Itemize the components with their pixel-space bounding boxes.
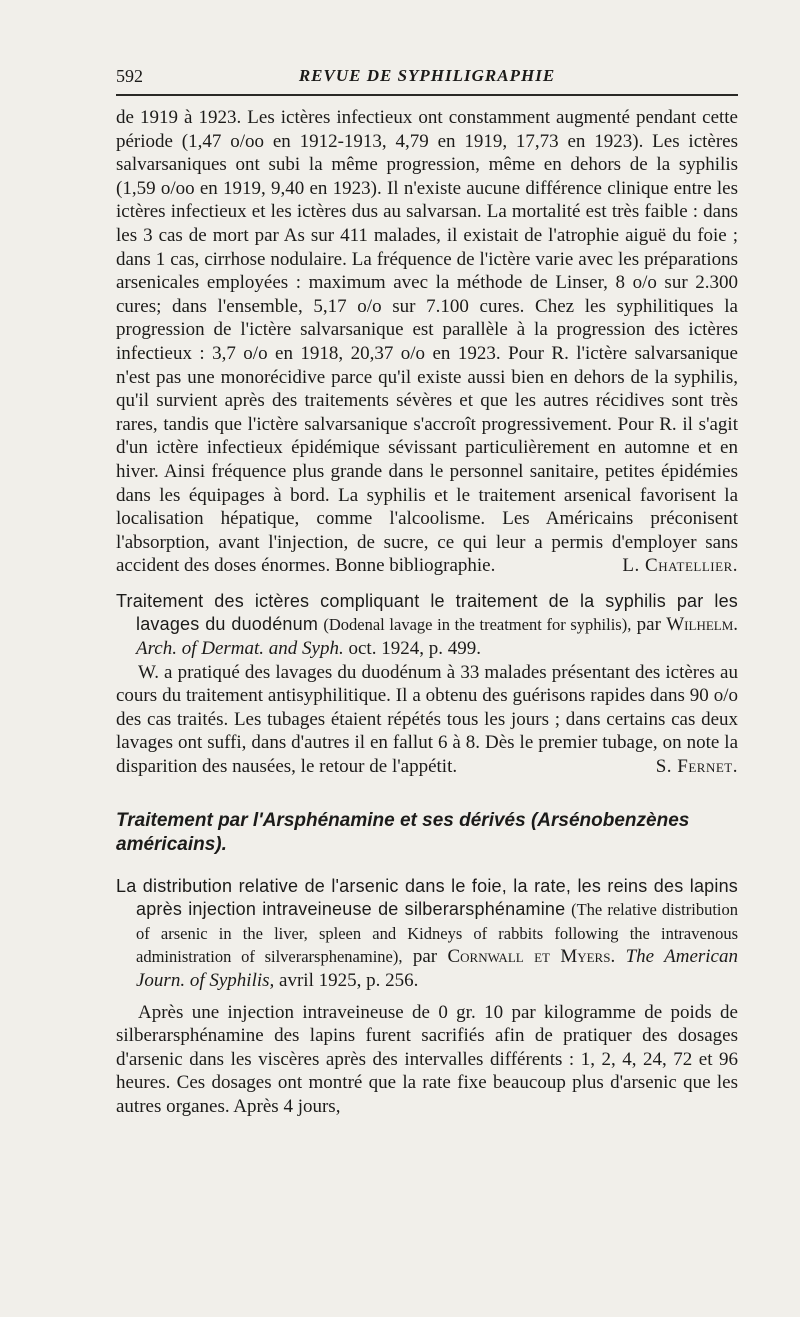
entry-by: par (412, 946, 438, 968)
page-number: 592 (116, 66, 143, 86)
header-rule (116, 94, 738, 96)
entry-journal: The American Journ. of Syphilis, (136, 946, 738, 991)
reviewer-signature: L. Chatellier. (622, 555, 738, 577)
entry-title: La distribution relative de l'arsenic dans le foie, la rate, les reins des lapins après injection intraveineuse de silberarsphénamine (116, 875, 738, 920)
entry-heading (116, 590, 738, 661)
entry-body-text: Après une injection intraveineuse de 0 gr. 10 par kilogramme de poids de silberarsphénamine des lapins furent sacrifiés afin de pratiquer des dosages d'arsenic dans les viscères après des intervalles différents : 1, 2, 4, 24, 72 et 96 heures. Ces dosages ont montré que la rate fixe beaucoup plus d'arsenic que les autres organes. Après 4 jours, (116, 1001, 738, 1117)
entry-author: Wilhelm. (666, 614, 739, 636)
page-header (116, 60, 738, 94)
section-title: Traitement par l'Arsphénamine et ses dérivés (Arsénobenzènes américains). (116, 809, 690, 855)
entry-author: Cornwall et Myers. (447, 946, 616, 968)
entry-body (116, 661, 738, 779)
entry-citation: oct. 1924, p. 499. (348, 638, 481, 660)
entry-body-text: W. a pratiqué des lavages du duodénum à 33 malades présentant des ictères au cours du traitement antisyphilitique. Il a obtenu des guérisons rapides dans 90 o/o des cas traités. Les tubages étaient répétés tous les jours ; dans certains cas deux lavages ont suffi, dans d'autres il en fallut 6 à 8. Dès le premier tubage, on note la disparition des nausées, le retour de l'appétit. (116, 661, 738, 778)
entry-by: par (636, 614, 661, 636)
entry-body (116, 1001, 738, 1119)
entry-translation: (The relative distribution of arsenic in the liver, spleen and Kidneys of rabbits following the intravenous administration of silverarsphenamine), (136, 900, 739, 967)
entry-heading (116, 875, 738, 993)
entry-signature: S. Fernet. (655, 756, 738, 778)
review-entry (116, 875, 738, 1119)
review-paragraph (116, 106, 738, 578)
entry-translation: (Dodenal lavage in the treatment for syphilis), (323, 615, 632, 635)
review-text: de 1919 à 1923. Les ictères infectieux ont constamment augmenté pendant cette période (1,47 o/oo en 1912-1913, 4,79 en 1919, 17,73 en 1923). Les ictères salvarsaniques ont subi la même progression, même en dehors de la syphilis (1,59 o/oo en 1919, 9,40 en 1923). Il n'existe aucune différence clinique entre les ictères infectieux et les ictères dus au salvarsan. La mortalité est très faible : dans les 3 cas de mort par As sur 411 malades, il existait de l'atrophie aiguë du foie ; dans 1 cas, cirrhose nodulaire. La fréquence de l'ictère varie avec les préparations arsenicales employées : maximum avec la méthode de Linser, 8 o/o sur 2.300 cures; dans l'ensemble, 5,17 o/o sur 7.100 cures. Chez les syphilitiques la progression de l'ictère salvarsanique est parallèle à la progression des ictères infectieux : 3,7 o/o en 1918, 20,37 o/o en 1923. Pour R. l'ictère salvarsanique n'est pas une monorécidive parce qu'il existe aussi bien en dehors de la syphilis, qu'il survient après des traitements sévères et que les autres récidives sont très rares, tandis que l'ictère salvarsanique s'accroît progressivement. Pour R. il s'agit d'un ictère infectieux épidémique sévissant particulièrement en automne et en hiver. Ainsi fréquence plus grande dans le personnel sanitaire, petites épidémies dans les équipages à bord. La syphilis et le traitement arsenical favorisent la localisation hépatique, comme l'alcoolisme. Les Américains préconisent l'absorption, avant l'injection, de sucre, ce qui leur a permis d'employer sans accident des doses énormes. Bonne bibliographie. (116, 107, 738, 577)
review-entry (116, 590, 738, 779)
entry-journal: Arch. of Dermat. and Syph. (136, 638, 344, 660)
entry-citation: avril 1925, p. 256. (279, 970, 419, 991)
entry-title: Traitement des ictères compliquant le traitement de la syphilis par les lavages du duodénum (116, 590, 738, 635)
page (116, 60, 738, 1119)
running-title: REVUE DE SYPHILIGRAPHIE (298, 66, 556, 85)
